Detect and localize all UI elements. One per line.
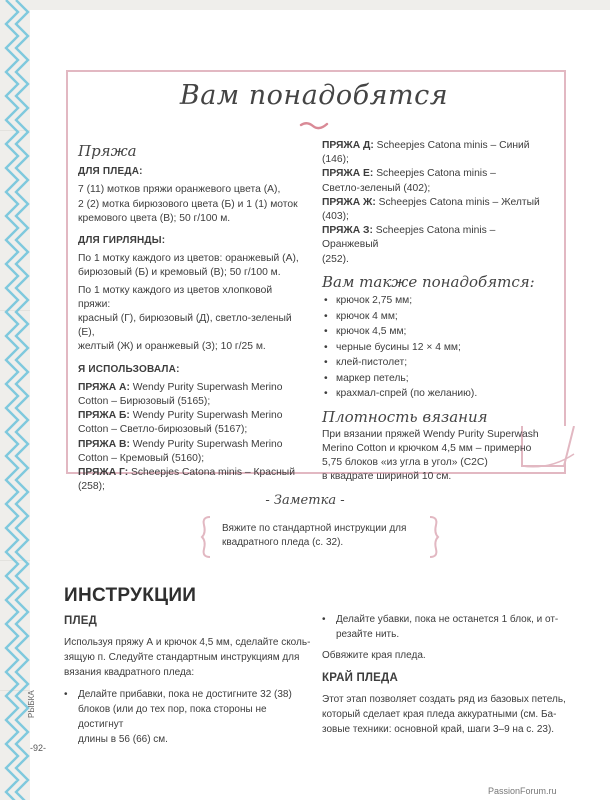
supplies-left-column [78,144,306,494]
yarn-label: ПРЯЖА Ж: [322,196,376,208]
bullet-line: резайте нить. [336,629,400,640]
yarn-heading: Пряжа [78,142,137,160]
list-item: • крючок 2,75 мм; [322,293,554,309]
bullet-line: Делайте убавки, пока не останется 1 блок, и от- [336,614,559,625]
yarn-label: ПРЯЖА Г: [78,467,129,479]
yarn-label: ПРЯЖА Б: [78,410,130,422]
yarn-label: ПРЯЖА З: [322,225,373,237]
list-item: • маркер петель; [322,371,554,387]
yarn-entry [322,196,554,210]
edge-line: зовые техники: основной край, шаги 3–9 на с. 23). [322,724,555,735]
bullet-icon: • [64,689,68,700]
watermark: PassionForum.ru [488,786,557,796]
yarn-entry [78,466,306,480]
intro-line: Используя пряжу А и крючок 4,5 мм, сделайте сколь- [64,637,311,648]
gauge-line: в квадрате шириной 10 см. [322,471,452,483]
yarn-desc: Scheepjes Catona minis – Синий (146); [322,140,530,166]
yarn-label: ПРЯЖА В: [78,438,130,450]
garland-line: желтый (Ж) и оранжевый (З); 10 г/25 м. [78,341,266,353]
yarn-desc: (403); [322,211,349,223]
intro-line: зящую п. Следуйте стандартным инструкциям для [64,652,300,663]
gauge-line: 5,75 блоков «из угла в угол» (С2С) [322,457,488,469]
instructions-right-column [322,612,572,737]
edge-line: который сделает края пледа аккуратными (см. Ба- [322,709,557,720]
garland-line: красный (Г), бирюзовый (Д), светло-зеленый (Е), [78,313,292,339]
yarn-desc: (252). [322,253,349,265]
also-needed-heading: Вам также понадобятся: [322,272,535,291]
supplies-right-column [322,139,554,485]
yarn-desc: Светло-зеленый (402); [322,182,431,194]
edge-line: Этот этап позволяет создать ряд из базовых петель, [322,694,566,705]
list-item [322,612,572,642]
intro-line: вязания квадратного пледа: [64,667,195,678]
list-item [64,687,314,747]
blanket-line: 2 (2) мотка бирюзового цвета (Б) и 1 (1) моток [78,198,298,210]
bullet-icon: • [322,614,326,625]
garland-line: По 1 мотку каждого из цветов хлопковой пряжи: [78,284,273,310]
yarn-desc: Cotton – Светло-бирюзовый (5167); [78,424,248,436]
yarn-desc: Wendy Purity Superwash Merino [129,410,283,422]
gauge-heading: Плотность вязания [322,407,488,426]
tie-text: Обвяжите края пледа. [322,650,426,661]
garland-heading: ДЛЯ ГИРЛЯНДЫ: [78,235,166,247]
list-item: • крахмал-спрей (по желанию). [322,386,554,402]
edge-section-heading: КРАЙ ПЛЕДА [322,672,398,684]
yarn-desc: Scheepjes Catona minis – Оранжевый [322,225,496,251]
blanket-section-heading: ПЛЕД [64,615,97,627]
instructions-title: ИНСТРУКЦИИ [64,585,197,606]
note-title: - Заметка - [265,493,345,508]
yarn-label: ПРЯЖА Е: [322,168,374,180]
list-item: • черные бусины 12 × 4 мм; [322,340,554,356]
yarn-label: ПРЯЖА Д: [322,140,374,151]
yarn-entry [322,224,554,252]
blanket-line: кремового цвета (В); 50 г/100 м. [78,212,231,224]
supplies-title: Вам понадобятся [179,80,449,111]
tools-list [322,293,554,402]
garland-line: бирюзовый (Б) и кремовый (В); 50 г/100 м. [78,267,281,279]
yarn-label: ПРЯЖА А: [78,381,130,393]
yarn-desc: Wendy Purity Superwash Merino [129,438,283,450]
yarn-entry [78,438,306,452]
gauge-line: При вязании пряжей Wendy Purity Superwash [322,428,539,440]
note-line: квадратного пледа (с. 32). [222,537,344,548]
list-item: • крючок 4,5 мм; [322,324,554,340]
bullet-line: длины в 56 (66) см. [78,734,168,745]
yarn-entry [322,139,554,167]
swash-ornament-icon [299,120,329,132]
gauge-line: Merino Cotton и крючком 4,5 мм – примерно [322,442,532,454]
note-text [222,522,422,550]
page-number: -92- [30,743,47,753]
bullet-line: блоков (или до тех пор, пока стороны не достигнут [78,704,267,730]
yarn-desc: Scheepjes Catona minis – Желтый [375,196,540,208]
yarn-desc: Cotton – Бирюзовый (5165); [78,396,211,408]
blanket-heading: ДЛЯ ПЛЕДА: [78,166,143,178]
blanket-line: 7 (11) мотков пряжи оранжевого цвета (А), [78,184,281,196]
yarn-entry [78,409,306,423]
note-line: Вяжите по стандартной инструкции для [222,523,407,534]
yarn-desc: Scheepjes Catona minis – Красный [128,467,295,479]
list-item: • клей-пистолет; [322,355,554,371]
yarn-entry [322,167,554,181]
yarn-desc: (258); [78,481,105,493]
bullet-line: Делайте прибавки, пока не достигните 32 (38) [78,689,292,700]
yarn-desc: Cotton – Кремовый (5160); [78,452,205,464]
used-heading: Я ИСПОЛЬЗОВАЛА: [78,363,180,375]
garland-line: По 1 мотку каждого из цветов: оранжевый (А), [78,253,299,265]
yarn-desc: Scheepjes Catona minis – [373,168,496,180]
instructions-left-column [64,614,314,747]
yarn-desc: Wendy Purity Superwash Merino [129,381,283,393]
yarn-entry [78,381,306,395]
list-item: • крючок 4 мм; [322,309,554,325]
section-side-label: РЫБКА [27,690,36,718]
